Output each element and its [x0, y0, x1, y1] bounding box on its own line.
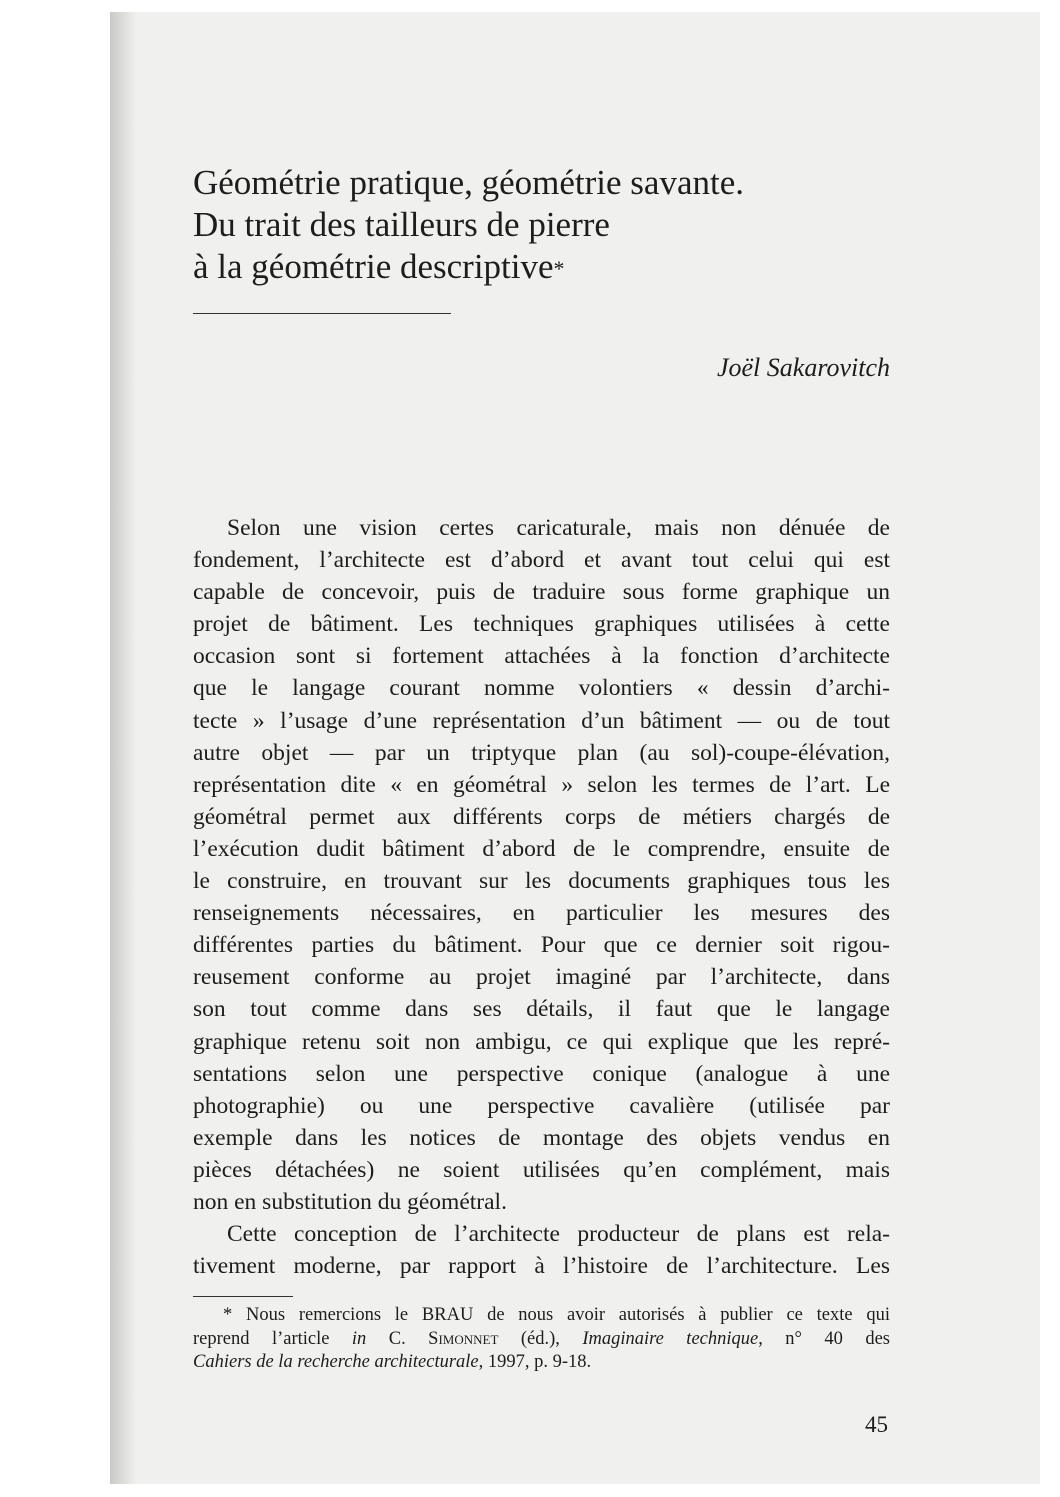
text-line: représentation dite « en géométral » selon les termes de l’art. Le [193, 771, 890, 798]
title-line: Géométrie pratique, géométrie savante. [193, 163, 745, 202]
text-line: capable de concevoir, puis de traduire sous forme graphique un [193, 579, 890, 606]
footnote-rule [193, 1296, 293, 1297]
footnote-in: in [351, 1328, 367, 1349]
text-line: occasion sont si fortement attachées à la fonction d’architecte [193, 643, 890, 670]
footnote-series-title: Cahiers de la recherche architecturale [193, 1352, 479, 1373]
footnote-work-title: Imaginaire technique [582, 1328, 759, 1349]
footnote-text: (éd.), [498, 1328, 583, 1349]
footnote-line [193, 1328, 890, 1352]
text-line: son tout comme dans ses détails, il faut que le langage [193, 996, 890, 1023]
text-line: l’exécution dudit bâtiment d’abord de le comprendre, ensuite de [193, 835, 890, 862]
title-line-text: à la géométrie descriptive [193, 247, 554, 286]
text-line: pièces détachées) ne soient utilisées qu’en complément, mais [193, 1156, 890, 1183]
text-line: autre objet — par un triptyque plan (au sol)-coupe-élévation, [193, 739, 890, 766]
text-line: le construire, en trouvant sur les documents graphiques tous les [193, 868, 890, 895]
footnote [193, 1304, 890, 1375]
footnote-text: , n° 40 des [758, 1328, 890, 1349]
text-line: exemple dans les notices de montage des objets vendus en [193, 1124, 890, 1151]
text-line: Selon une vision certes caricaturale, mais non dénuée de [227, 515, 890, 541]
text-line: Cette conception de l’architecte producteur de plans est rela- [227, 1221, 890, 1248]
author-name: Joël Sakarovitch [716, 353, 890, 382]
text-line: fondement, l’architecte est d’abord et avant tout celui qui est [193, 547, 890, 574]
text-line: photographie) ou une perspective cavalière (utilisée par [193, 1092, 890, 1119]
paragraph [193, 1218, 890, 1282]
text-line: non en substitution du géométral. [193, 1188, 507, 1215]
footnote-text: , 1997, p. 9-18. [478, 1352, 592, 1373]
page-number: 45 [865, 1412, 888, 1437]
text-line: graphique retenu soit non ambigu, ce qui explique que les repré- [193, 1028, 890, 1055]
text-line: que le langage courant nomme volontiers « dessin d’archi- [193, 675, 890, 702]
text-line: tecte » l’usage d’une représentation d’un bâtiment — ou de tout [193, 707, 890, 734]
footnote-line [193, 1351, 890, 1375]
title-line: Du trait des tailleurs de pierre [193, 205, 610, 244]
text-line: renseignements nécessaires, en particulier les mesures des [193, 900, 890, 927]
text-line: projet de bâtiment. Les techniques graphiques utilisées à cette [193, 611, 890, 638]
text-line: géométral permet aux différents corps de métiers chargés de [193, 803, 890, 830]
text-line: reusement conforme au projet imaginé par l’architecte, dans [193, 964, 890, 991]
footnote-text: C. [366, 1328, 429, 1349]
article-title [193, 162, 913, 290]
text-line: sentations selon une perspective conique (analogue à une [193, 1060, 890, 1087]
footnote-editor: Simonnet [428, 1328, 499, 1349]
paragraph [193, 512, 890, 1218]
title-line [193, 246, 913, 290]
text-line: tivement moderne, par rapport à l’histoire de l’architecture. Les [193, 1253, 890, 1280]
body-text [193, 512, 890, 1282]
title-rule [193, 313, 451, 314]
text-line: différentes parties du bâtiment. Pour que ce dernier soit rigou- [193, 932, 890, 959]
footnote-text: reprend l’article [193, 1328, 352, 1349]
gutter-shadow [110, 12, 136, 1484]
footnote-marker: * [553, 256, 565, 281]
footnote-line: * Nous remercions le BRAU de nous avoir autorisés à publier ce texte qui [223, 1305, 890, 1325]
